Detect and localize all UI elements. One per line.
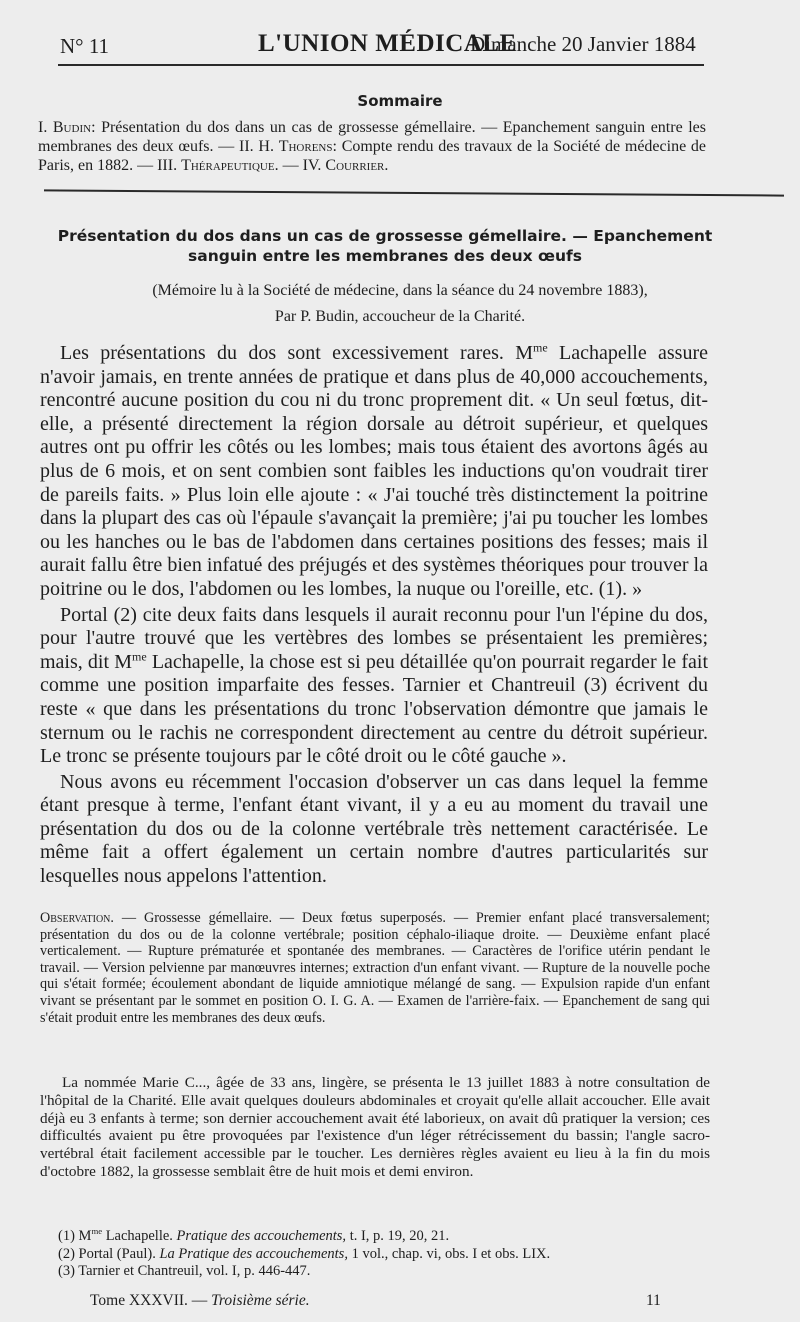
footnote-1: (1) $M^{me}$ Lachapelle. Pratique des accouchements, t. I, p. 19, 20, 21. [58,1226,450,1244]
article-title: Présentation du dos dans un cas de grossesse gémellaire. — Epanchement sanguin entre les membranes des deux œufs [57,227,713,265]
page-number: 11 [646,1292,661,1309]
observation-summary-text: — Grossesse gémellaire. — Deux fœtus superposés. — Premier enfant placé transversalement; présentation du dos ou de la colonne vertébrale; position céphalo-iliaque droite. — Deuxième enfant placé verticalement. — Rupture prématurée et spontanée des membranes. — Caractères de l'orifice utérin pendant le travail. — Version pelvienne par manœuvres internes; extraction d'un enfant vivant. — Rupture de la nouvelle poche qui s'était formée; écoulement abondant de liquide amniotique mélangé de sang. — Expulsion rapide d'un enfant vivant se présentant par le sommet en position O. I. G. A. — Examen de l'arrière-faix. — Epanchement de sang qui s'était produit entre les membranes des deux œufs. [40,910,710,1026]
sommaire-list [38,118,706,175]
sommaire-sep: . — IV. [274,157,322,174]
sommaire-item4: Courrier [325,157,385,174]
observation-summary [40,910,710,1026]
footnotes [58,1228,708,1281]
sommaire-item3: Thérapeutique [181,157,275,174]
volume-line: Tome XXXVII. — Troisième série. [90,1292,310,1309]
footnote-2: (2) Portal (Paul). La Pratique des accouchements, 1 vol., chap. vi, obs. I et obs. LIX. [58,1245,551,1262]
observation-text: La nommée Marie C..., âgée de 33 ans, lingère, se présenta le 13 juillet 1883 à notre consultation de l'hôpital de la Charité. Elle avait quelques douleurs abdominales et croyait qu'elle allait accoucher. Elle avait déjà eu 3 enfants à terme; son dernier accouchement avait été laborieux, on avait dû pratiquer la version; ces difficultés avaient pu être provoquées par l'existence d'un léger rétrécissement du bassin; l'angle sacro-vertébral était facilement accessible par le toucher. Les dernières règles avaient eu lieu à la fin du mois d'octobre 1882, la grossesse semblait être de huit mois et demi environ. [40,1074,710,1180]
paragraph-3: Nous avons eu récemment l'occasion d'observer un cas dans lequel la femme étant presque à terme, l'enfant étant vivant, il y a eu au moment du travail une présentation du dos ou de la colonne vertébrale très nettement caractérisée. Le même fait a offert également un certain nombre d'autres particularités sur lesquelles nous appelons l'attention. [40,770,708,888]
issue-date: Dimanche 20 Janvier 1884 [470,32,696,56]
sommaire-heading: Sommaire [357,92,443,110]
journal-title: L'UNION MÉDICALE [258,30,517,57]
footnote-3: (3) Tarnier et Chantreuil, vol. I, p. 446-447. [58,1263,311,1279]
sommaire-item2-author: Thorens [278,138,333,155]
sommaire-item1-author: I. Budin [38,119,92,136]
sommaire-end: . [384,157,389,174]
article-body [40,342,708,889]
paragraph-1: Les présentations du dos sont excessivement rares. $M^{me}$ Lachapelle assure n'avoir jamais, en trente années de pratique et dans plus de 40,000 accouchements, rencontré aucune position du cou ni du tronc proprement dit. « Un seul fœtus, dit-elle, a présenté directement la région dorsale au détroit supérieur, et quelques autres ont pu offrir les côtés ou les lombes; mais tous étaient des avortons âgés au plus de 6 mois, et on sent combien sont faibles les inductions qu'on voudrait tirer de pareils faits. » Plus loin elle ajoute : « J'ai touché très distinctement la poitrine dans la plupart des cas où l'épaule s'avançait la première; j'ai pu toucher les lombes ou les hanches ou le bas de l'abdomen dans certaines positions des fesses; mais il aurait fallu être bien infatué des préjugés et des systèmes théoriques pour trouver la poitrine ou le dos, l'abdomen ou les lombes, la nuque ou l'oreille, etc. (1). » [40,340,708,600]
paragraph-2: Portal (2) cite deux faits dans lesquels il aurait reconnu pour l'un l'épine du dos, pour l'autre trouvé que les vertèbres des lombes se présentaient les premières; mais, dit $M^{me}$ Lachapelle, la chose est si peu détaillée qu'on pourrait regarder le fait comme une position imparfaite des fesses. Tarnier et Chantreuil (3) écrivent du reste « que dans les présentations du tronc l'observation démontre que jamais le sternum ou le rachis ne correspondent directement au centre du détroit supérieur. Le tronc se présente toujours par le côté droit ou le côté gauche ». [40,603,708,768]
article-author: Par P. Budin, accoucheur de la Charité. [274,308,526,325]
issue-number: N° 11 [60,34,110,58]
article-memoire-note: (Mémoire lu à la Société de médecine, dans la séance du 24 novembre 1883), [152,282,648,299]
observation-label: Observation. [40,910,114,926]
header-rule [58,64,704,66]
sommaire-item1-text: : Présentation du dos dans un cas de grossesse gémellaire. — Epanchement sanguin entre les membranes des deux œufs. — II. H. [38,119,707,155]
sommaire-item2-text: : Compte rendu des travaux de la Société de médecine de Paris, en 1882. — III. [38,138,707,174]
section-rule [44,189,784,196]
